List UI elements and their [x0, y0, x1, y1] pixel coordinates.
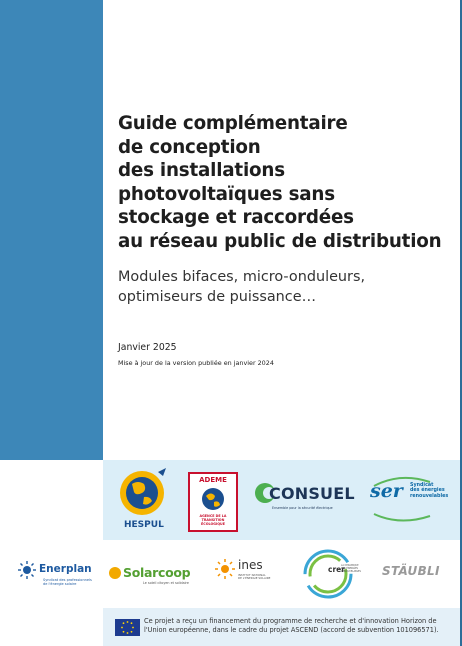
- enerplan-description: [43, 578, 92, 586]
- enerplan-description-line: Syndicat des professionnels: [43, 578, 92, 582]
- title-line: Guide complémentaire: [118, 113, 348, 134]
- title-line: de conception: [118, 136, 261, 158]
- ademe-label: ADEME: [199, 476, 227, 484]
- title-line: stockage et raccordées: [118, 207, 354, 228]
- ines-description-line: DE L'ÉNERGIE SOLAIRE: [238, 576, 271, 581]
- crer-description-line: RENOUVELABLES: [341, 569, 361, 573]
- ines-description-line: INSTITUT NATIONAL: [238, 573, 266, 577]
- ser-description-line: des énergies: [410, 488, 445, 494]
- sun-icon: [18, 561, 36, 579]
- funding-text: Ce projet a reçu un financement du programme de recherche et d'innovation Horizon de l'Union européenne, dans le cadre du projet ASCEND (accord de subvention 101096571).: [144, 617, 439, 635]
- crer-logo: [302, 548, 376, 600]
- earth-icon: [201, 487, 225, 511]
- title-line: photovoltaïques sans: [118, 183, 335, 205]
- cover-side-band: [0, 0, 103, 460]
- update-note: Mise à jour de la version publiée en janvier 2024: [118, 359, 274, 367]
- sun-icon: [106, 564, 124, 582]
- ines-label: ines: [238, 558, 263, 572]
- subtitle-line: Modules bifaces, micro-onduleurs,: [118, 269, 366, 285]
- publication-date: Janvier 2025: [118, 342, 177, 353]
- crer-description-line: LA DYNAMIQUE: [341, 564, 359, 567]
- ademe-logo: [188, 472, 238, 532]
- ines-description: [238, 574, 270, 581]
- ser-description: [410, 483, 448, 499]
- title-line: des installations: [118, 160, 285, 181]
- title-line: au réseau public de distribution: [118, 230, 442, 252]
- document-title: [118, 112, 454, 253]
- consuel-tagline: Ensemble pour la sécurité électrique: [272, 506, 333, 510]
- crer-label: crer: [328, 565, 345, 574]
- ser-description-line: renouvelables: [410, 493, 449, 499]
- subtitle-line: optimiseurs de puissance…: [118, 289, 316, 305]
- staubli-label: STÄUBLI: [382, 564, 440, 578]
- enerplan-description-line: de l'énergie solaire: [43, 582, 77, 586]
- consuel-logo: [254, 480, 360, 516]
- crer-description: [341, 565, 361, 574]
- crer-description-line: DES ÉNERGIES: [341, 566, 358, 570]
- staubli-logo: [382, 562, 446, 586]
- cover-title-block: [118, 112, 454, 307]
- sun-icon: [214, 558, 236, 580]
- solarcoop-logo: [106, 560, 202, 594]
- ser-logo: [370, 476, 454, 522]
- ademe-subtitle: AGENCE DE LA TRANSITION ÉCOLOGIQUE: [199, 514, 227, 526]
- solarcoop-tagline: Le soleil citoyen et solidaire: [143, 581, 189, 585]
- hespul-label: HESPUL: [124, 520, 164, 530]
- eu-stars-icon: [115, 619, 140, 636]
- ser-label: ser: [370, 480, 403, 502]
- document-subtitle: [118, 267, 454, 307]
- enerplan-label: Enerplan: [39, 563, 92, 575]
- enerplan-logo: [18, 560, 100, 594]
- hespul-logo: [114, 466, 176, 534]
- ser-description-line: Syndicat: [410, 483, 434, 488]
- ines-logo: [214, 558, 286, 592]
- eu-flag-icon: [115, 619, 140, 636]
- consuel-label: CONSUEL: [269, 484, 355, 503]
- solarcoop-label: Solarcoop: [123, 565, 191, 580]
- crer-rings-icon: [302, 548, 354, 600]
